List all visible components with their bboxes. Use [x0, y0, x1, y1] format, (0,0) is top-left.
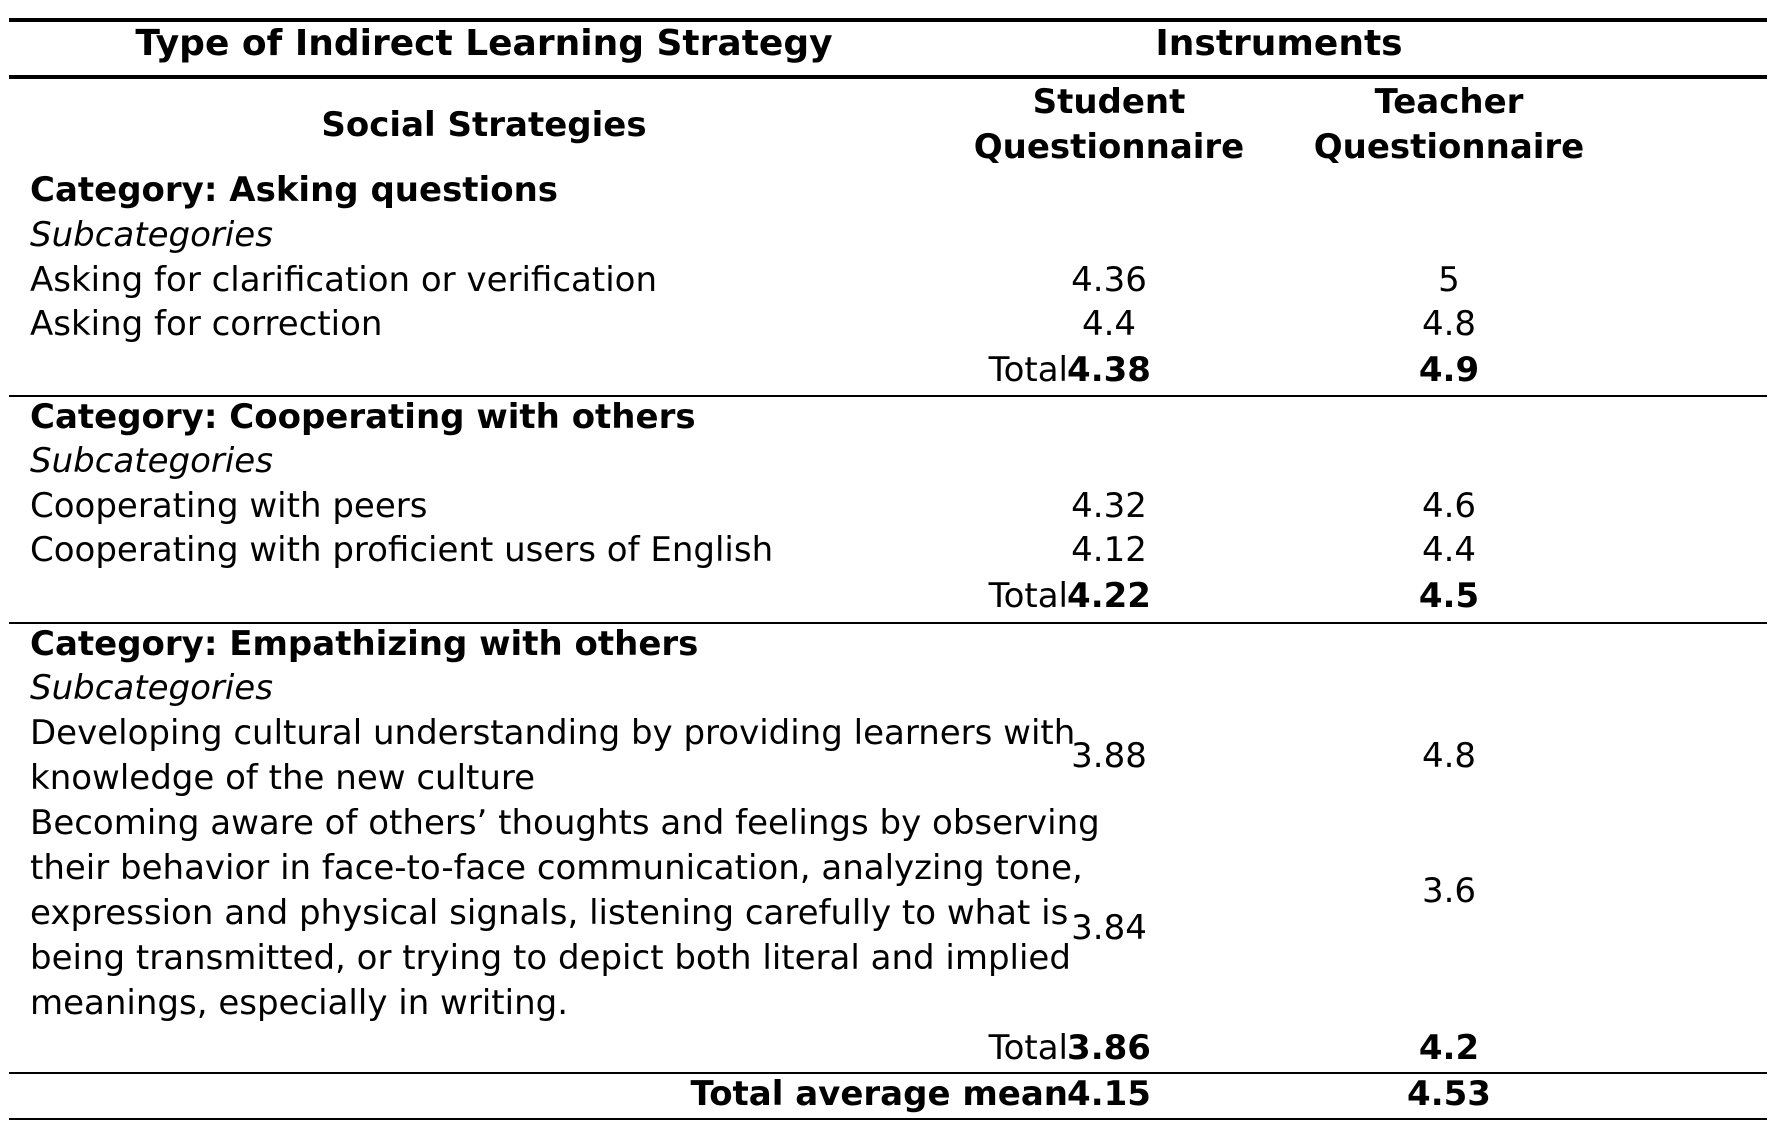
subcategories-label: Subcategories: [30, 215, 273, 255]
student-value: 4.36: [1071, 260, 1147, 300]
row-label: Asking for correction: [30, 304, 383, 344]
row-label: Cooperating with proficient users of English: [30, 530, 774, 570]
strategy-type-header: Type of Indirect Learning Strategy: [135, 23, 833, 64]
teacher-value: 4.8: [1421, 736, 1477, 776]
row-label: their behavior in face-to-face communication, analyzing tone,: [30, 848, 1083, 888]
teacher-col-header-2: Questionnaire: [1313, 127, 1585, 167]
student-col-header-1: Student: [1032, 82, 1186, 122]
student-value: 3.88: [1071, 736, 1147, 776]
row-label: meanings, especially in writing.: [30, 983, 569, 1023]
subcategories-label: Subcategories: [30, 441, 273, 481]
grand-total-teacher: 4.53: [1407, 1074, 1491, 1114]
teacher-col-header-1: Teacher: [1374, 82, 1524, 122]
row-label: Cooperating with peers: [30, 486, 428, 526]
category-title: Category: Cooperating with others: [30, 397, 696, 437]
teacher-value: 4.6: [1421, 486, 1477, 526]
header-rule: [9, 75, 1767, 79]
bottom-rule: [9, 1118, 1767, 1120]
row-label: Asking for clarification or verification: [30, 260, 658, 300]
row-label: Becoming aware of others’ thoughts and feelings by observing: [30, 803, 1100, 843]
total-teacher-value: 4.5: [1418, 576, 1480, 616]
grand-total-student: 4.15: [1067, 1074, 1151, 1114]
subcategories-label: Subcategories: [30, 668, 273, 708]
category-title: Category: Empathizing with others: [30, 624, 699, 664]
total-student-value: 4.22: [1067, 576, 1151, 616]
row-label: expression and physical signals, listening carefully to what is: [30, 893, 1069, 933]
student-value: 4.32: [1071, 486, 1147, 526]
teacher-value: 3.6: [1421, 871, 1477, 911]
student-value: 4.12: [1071, 530, 1147, 570]
total-teacher-value: 4.9: [1418, 350, 1480, 390]
teacher-value: 4.8: [1421, 304, 1477, 344]
instruments-header: Instruments: [1155, 23, 1403, 64]
student-value: 4.4: [1081, 304, 1137, 344]
total-label: Total: [988, 576, 1068, 616]
teacher-value: 5: [1438, 260, 1460, 300]
total-student-value: 3.86: [1067, 1028, 1151, 1068]
grand-total-label: Total average mean: [690, 1074, 1068, 1114]
row-label: Developing cultural understanding by providing learners with: [30, 713, 1076, 753]
row-label: being transmitted, or trying to depict both literal and implied: [30, 938, 1071, 978]
teacher-value: 4.4: [1421, 530, 1477, 570]
total-label: Total: [988, 1028, 1068, 1068]
category-title: Category: Asking questions: [30, 170, 559, 210]
section-label: Social Strategies: [321, 105, 647, 145]
total-label: Total: [988, 350, 1068, 390]
row-label: knowledge of the new culture: [30, 758, 536, 798]
total-teacher-value: 4.2: [1418, 1028, 1480, 1068]
student-col-header-2: Questionnaire: [973, 127, 1245, 167]
total-student-value: 4.38: [1067, 350, 1151, 390]
student-value: 3.84: [1071, 908, 1147, 948]
